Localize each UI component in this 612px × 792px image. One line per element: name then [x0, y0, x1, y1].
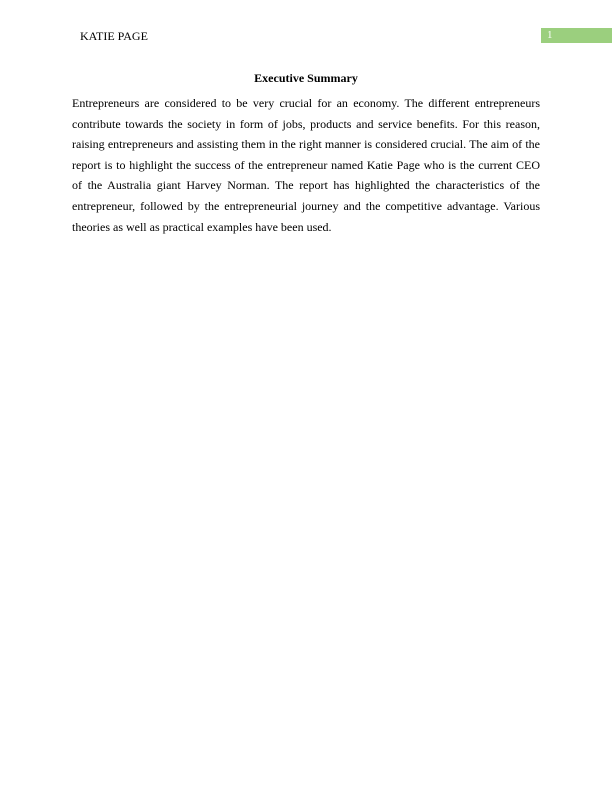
- running-head: KATIE PAGE: [80, 29, 148, 43]
- summary-paragraph: Entrepreneurs are considered to be very crucial for an economy. The different entrepreneurs contribute towards the society in form of jobs, products and service benefits. For this reason, raising entrepreneurs and assisting them in the right manner is considered crucial. The aim of the report is to highlight the success of the entrepreneur named Katie Page who is the current CEO of the Australia giant Harvey Norman. The report has highlighted the characteristics of the entrepreneur, followed by the entrepreneurial journey and the competitive advantage. Various theories as well as practical examples have been used.: [72, 96, 540, 234]
- page-number-badge: 1: [541, 28, 612, 43]
- section-title: Executive Summary: [254, 71, 358, 85]
